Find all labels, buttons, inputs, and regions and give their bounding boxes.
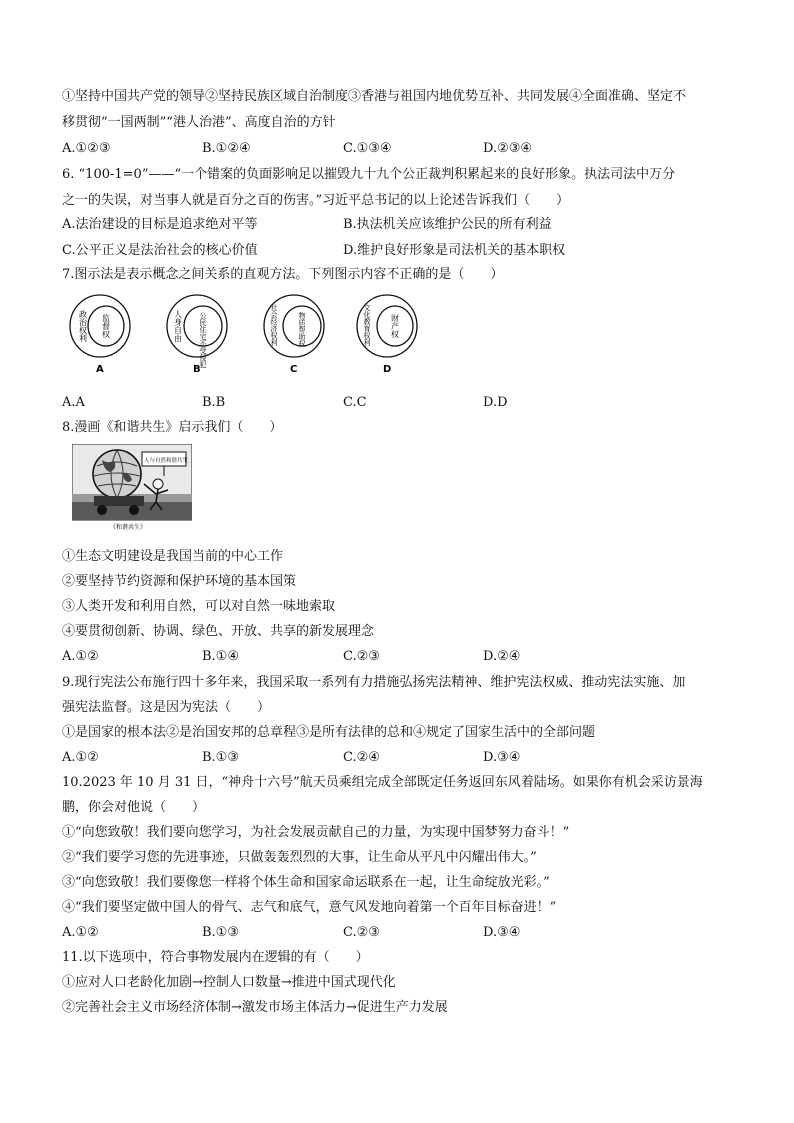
q9-option-a[interactable]: A.①② bbox=[62, 750, 99, 765]
diagram-b-outer: 人身自由 bbox=[173, 310, 183, 342]
q8-options bbox=[62, 648, 742, 666]
q5-option-a[interactable]: A.①②③ bbox=[62, 141, 111, 156]
q11-stem: 11.以下选项中，符合事物发展内在逻辑的有（ ） bbox=[62, 950, 369, 965]
q9-options bbox=[62, 749, 742, 767]
q8-option-c[interactable]: C.②③ bbox=[343, 649, 380, 664]
q8-statement-1: ①生态文明建设是我国当前的中心工作 bbox=[62, 549, 284, 564]
diagram-c bbox=[264, 295, 324, 374]
q9-statements: ①是国家的根本法②是治国安邦的总章程③是所有法律的总和④规定了国家生活中的全部问题 bbox=[62, 725, 596, 740]
q7-circle-diagrams bbox=[62, 292, 422, 374]
diagram-b bbox=[167, 295, 227, 374]
q9-option-c[interactable]: C.②④ bbox=[343, 750, 380, 765]
q6-options-row1 bbox=[62, 216, 742, 234]
q11-statement-1: ①应对人口老龄化加剧→控制人口数量→推进中国式现代化 bbox=[62, 975, 396, 990]
q5-statements-line2: 移贯彻“一国两制”“港人治港”、高度自治的方针 bbox=[62, 115, 336, 130]
q8-statement-4: ④要贯彻创新、协调、绿色、开放、共享的新发展理念 bbox=[62, 624, 375, 639]
q10-statement-4: ④“我们要坚定做中国人的骨气、志气和底气，意气风发地向着第一个百年目标奋进！” bbox=[62, 900, 557, 915]
diagram-c-inner: 物质帮助权 bbox=[298, 312, 306, 347]
q5-option-c[interactable]: C.①③④ bbox=[343, 141, 392, 156]
q10-option-d[interactable]: D.③④ bbox=[483, 925, 521, 940]
q10-stem-line1: 10.2023 年 10 月 31 日，“神舟十六号”航天员乘组完成全部既定任务返回东风着陆场。如果你有机会采访景海 bbox=[62, 775, 703, 790]
cartoon-caption: 《和谐共生》 bbox=[110, 524, 147, 531]
harmony-cartoon bbox=[72, 444, 192, 532]
diagram-a-outer: 政治权利 bbox=[78, 310, 88, 342]
diagram-b-label: B bbox=[193, 364, 201, 374]
q5-option-d[interactable]: D.②③④ bbox=[483, 141, 533, 156]
q6-options-row2 bbox=[62, 242, 742, 260]
diagram-d bbox=[357, 295, 417, 374]
q7-option-d[interactable]: D.D bbox=[483, 395, 508, 410]
q6-option-d[interactable]: D.维护良好形象是司法机关的基本职权 bbox=[343, 243, 566, 258]
diagram-a bbox=[70, 295, 130, 374]
q9-stem-line1: 9.现行宪法公布施行四十多年来，我国采取一系列有力措施弘扬宪法精神、维护宪法权威、推动宪法实施、加 bbox=[62, 675, 686, 690]
q10-statement-2: ②“我们要学习您的先进事迹，只做轰轰烈烈的大事，让生命从平凡中闪耀出伟大。” bbox=[62, 850, 537, 865]
q8-statement-3: ③人类开发和利用自然，可以对自然一味地索取 bbox=[62, 599, 336, 614]
q10-option-a[interactable]: A.①② bbox=[62, 925, 99, 940]
q10-option-c[interactable]: C.②③ bbox=[343, 925, 380, 940]
q7-stem: 7.图示法是表示概念之间关系的直观方法。下列图示内容不正确的是（ ） bbox=[62, 267, 504, 282]
diagram-a-inner: 监督权 bbox=[101, 314, 111, 338]
diagram-d-label: D bbox=[383, 364, 392, 374]
diagram-d-outer: 文化教育权利 bbox=[363, 304, 371, 346]
q5-options bbox=[62, 140, 742, 158]
diagram-d-inner: 财产权 bbox=[390, 314, 400, 338]
q10-option-b[interactable]: B.①③ bbox=[202, 925, 239, 940]
q11-statement-2: ②完善社会主义市场经济体制→激发市场主体活力→促进生产力发展 bbox=[62, 1000, 448, 1015]
diagram-c-outer: 社会经济权利 bbox=[270, 304, 278, 346]
q6-stem-line1: 6. “100-1=0”——“一个错案的负面影响足以摧毁九十九个公正裁判积累起来的良好形象。执法司法中万分 bbox=[62, 167, 676, 182]
q6-option-a[interactable]: A.法治建设的目标是追求绝对平等 bbox=[62, 217, 258, 232]
q10-statement-3: ③“向您致敬！我们要像您一样将个体生命和国家命运联系在一起，让生命绽放光彩。” bbox=[62, 875, 550, 890]
q9-option-d[interactable]: D.③④ bbox=[483, 750, 521, 765]
q7-option-a[interactable]: A.A bbox=[62, 395, 85, 410]
q7-option-b[interactable]: B.B bbox=[202, 395, 226, 410]
q7-option-c[interactable]: C.C bbox=[343, 395, 367, 410]
q8-option-b[interactable]: B.①④ bbox=[202, 649, 239, 664]
q10-stem-line2: 鹏，你会对他说（ ） bbox=[62, 800, 206, 815]
q6-stem-line2: 之一的失误，对当事人就是百分之百的伤害。”习近平总书记的以上论述告诉我们（ ） bbox=[62, 193, 570, 208]
q10-statement-1: ①“向您致敬！我们要向您学习，为社会发展贡献自己的力量，为实现中国梦努力奋斗！” bbox=[62, 825, 570, 840]
q5-statements-line1: ①坚持中国共产党的领导②坚持民族区域自治制度③香港与祖国内地优势互补、共同发展④全面准确、坚定不 bbox=[62, 89, 687, 104]
diagram-b-inner: 公民住宅不受侵犯 bbox=[199, 312, 207, 368]
q8-stem: 8.漫画《和谐共生》启示我们（ ） bbox=[62, 420, 283, 435]
q5-option-b[interactable]: B.①②④ bbox=[202, 141, 251, 156]
q8-option-a[interactable]: A.①② bbox=[62, 649, 99, 664]
q8-option-d[interactable]: D.②④ bbox=[483, 649, 521, 664]
diagram-a-label: A bbox=[96, 364, 104, 374]
q7-options bbox=[62, 394, 742, 412]
q8-statement-2: ②要坚持节约资源和保护环境的基本国策 bbox=[62, 574, 297, 589]
q6-option-b[interactable]: B.执法机关应该维护公民的所有利益 bbox=[343, 217, 552, 232]
cartoon-sign-text: 人与自然和谐共生 bbox=[144, 458, 189, 464]
diagram-c-label: C bbox=[290, 364, 298, 374]
q6-option-c[interactable]: C.公平正义是法治社会的核心价值 bbox=[62, 243, 258, 258]
q9-stem-line2: 强宪法监督。这是因为宪法（ ） bbox=[62, 700, 271, 715]
q10-options bbox=[62, 924, 742, 942]
q9-option-b[interactable]: B.①③ bbox=[202, 750, 239, 765]
